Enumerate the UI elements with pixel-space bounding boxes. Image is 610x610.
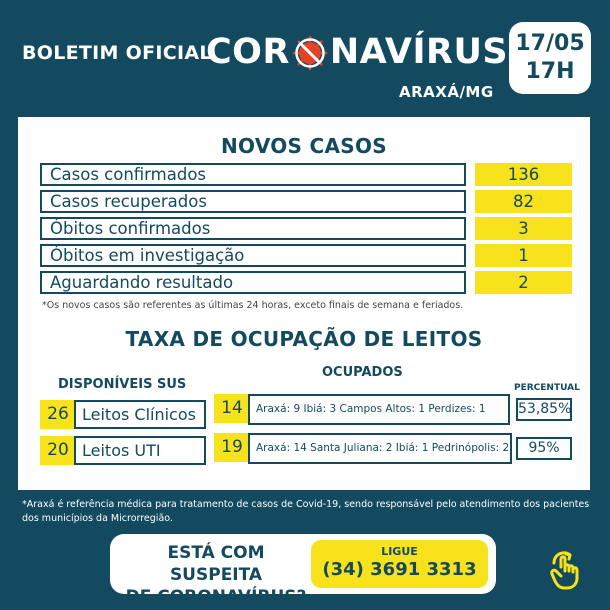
call-button[interactable] — [311, 540, 488, 588]
suspect-line-2: DE CORONAVÍRUS? — [125, 587, 307, 607]
bulletin-panel — [18, 117, 590, 490]
case-value: 136 — [475, 163, 572, 186]
case-label: Óbitos confirmados — [40, 217, 466, 240]
occupied-beds-value: 19 — [214, 433, 250, 462]
phone-number[interactable]: (34) 3691 3313 — [322, 559, 477, 580]
footnote: *Araxá é referência médica para tratamento de casos de Covid-19, sendo responsável pelo atendimento dos pacientes dos municípios da Microrregião. — [22, 499, 590, 524]
new-cases-note: *Os novos casos são referentes as últimas 24 horas, exceto finais de semana e feriados. — [42, 300, 464, 311]
city-label: ARAXÁ/MG — [399, 83, 494, 101]
suspect-banner — [110, 534, 496, 607]
coronavirus-title — [206, 32, 508, 72]
coronavirus-prohibited-icon — [291, 34, 329, 72]
suspect-question — [124, 542, 308, 608]
bulletin-label: BOLETIM OFICIAL — [22, 42, 212, 64]
date-badge — [509, 22, 591, 94]
occupied-detail: Araxá: 14 Santa Juliana: 2 Ibiá: 1 Pedrinópolis: 2 — [248, 433, 512, 464]
call-label: LIGUE — [381, 545, 418, 558]
case-value: 2 — [475, 271, 572, 294]
title-part-1: COR — [206, 32, 290, 72]
suspect-line-1: ESTÁ COM SUSPEITA — [167, 543, 265, 585]
title-part-2: NAVÍRUS — [329, 32, 509, 72]
case-value: 3 — [475, 217, 572, 240]
occupancy-percent: 53,85% — [516, 398, 572, 421]
beds-title: TAXA DE OCUPAÇÃO DE LEITOS — [125, 327, 483, 351]
hour-text: 17H — [525, 59, 575, 84]
available-sus-label: DISPONÍVEIS SUS — [58, 377, 187, 392]
date-text: 17/05 — [515, 31, 585, 56]
case-label: Casos confirmados — [40, 163, 466, 186]
available-beds-value: 20 — [40, 436, 76, 465]
percent-label: PERCENTUAL — [514, 383, 580, 393]
case-label: Aguardando resultado — [40, 271, 466, 294]
occupied-detail: Araxá: 9 Ibiá: 3 Campos Altos: 1 Perdizes: 1 — [248, 394, 510, 425]
occupancy-percent: 95% — [516, 437, 572, 460]
case-value: 1 — [475, 244, 572, 267]
hand-tap-icon — [545, 545, 593, 593]
bed-type-label: Leitos Clínicos — [74, 400, 206, 429]
case-label: Óbitos em investigação — [40, 244, 466, 267]
occupied-label: OCUPADOS — [322, 365, 403, 380]
case-label: Casos recuperados — [40, 190, 466, 213]
available-beds-value: 26 — [40, 400, 76, 429]
case-value: 82 — [475, 190, 572, 213]
bed-type-label: Leitos UTI — [74, 436, 206, 465]
occupied-beds-value: 14 — [214, 394, 250, 423]
new-cases-title: NOVOS CASOS — [221, 134, 387, 158]
